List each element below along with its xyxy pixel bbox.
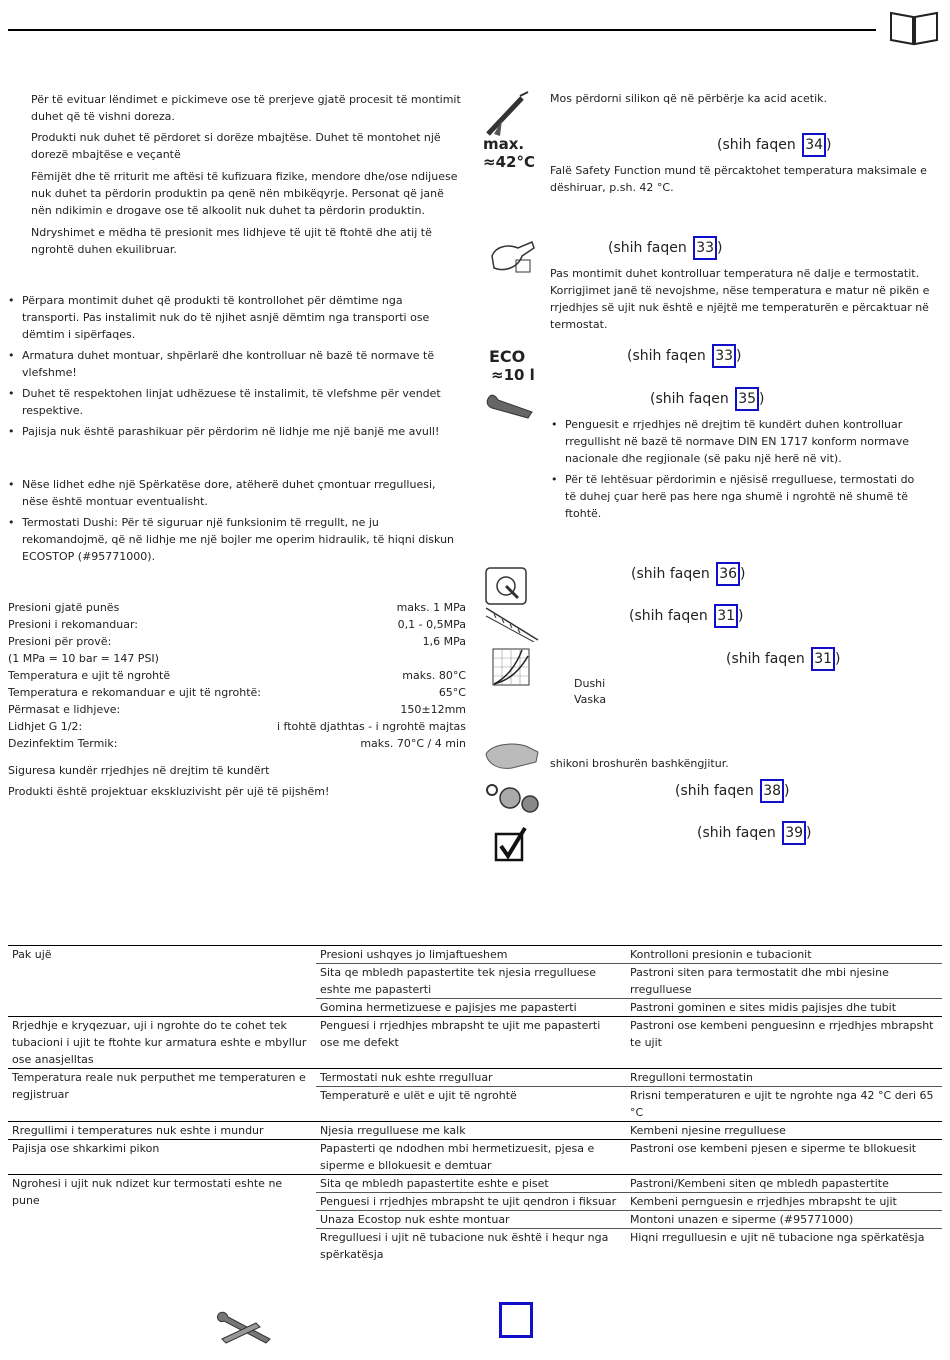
spec-label: Temperatura e rekomanduar e ujit të ngrohtë: <box>8 686 262 699</box>
page-ref: (shih faqen 33 ) <box>608 236 722 260</box>
dushi-label: Dushi <box>574 677 606 690</box>
problem-cell: Pak ujë <box>12 948 52 961</box>
notes-list <box>8 476 463 569</box>
spare-parts-icon <box>484 780 540 818</box>
fix-cell: Kembeni njesine rregulluese <box>626 1122 942 1140</box>
problem-cell: Rrjedhje e kryqezuar, uji i ngrohte do te cohet tek tubacioni i ujit te ftohte kur armatura eshte e mbyllur ose anasjelltas <box>8 1017 316 1069</box>
cause-cell: Penguesi i rrjedhjes mbrapsht te ujit qendron i fiksuar <box>316 1193 626 1211</box>
spec-label: Presioni i rekomanduar: <box>8 618 138 631</box>
cause-cell: Temperaturë e ulët e ujit të ngrohtë <box>316 1087 626 1122</box>
checkbox-check-icon <box>494 826 528 862</box>
page-ref: (shih faqen 31 ) <box>629 604 743 628</box>
cleaning-hand-icon <box>482 738 540 772</box>
spec-label: Përmasat e lidhjeve: <box>8 703 121 716</box>
safety-grip-text: Produkti nuk duhet të përdoret si dorëze mbajtëse. Duhet të montohet një dorezë mbajtëse e veçantë <box>31 131 441 161</box>
spec-value: maks. 1 MPa <box>396 601 466 614</box>
page-number-link[interactable]: 36 <box>716 562 740 586</box>
spec-label: Presioni gjatë punës <box>8 601 120 614</box>
list-item: • Pajisja nuk është parashikuar për përdorim në lidhje me një banjë me avull! <box>8 423 463 440</box>
max-label: max. <box>483 135 525 153</box>
potable-text: Produkti është projektuar ekskluzivisht për ujë të pijshëm! <box>8 785 330 798</box>
fix-cell: Pastroni/Kembeni siten qe mbledh papastertite <box>626 1175 942 1193</box>
adjust-text: Pas montimit duhet kontrolluar temperatura në dalje e termostatit. Korrigjimet janë të nevojshme, nëse temperatura e matur në pikën e rrjedhjes së ujit nuk është e njëjtë me temperaturën e përcaktuar në termostat. <box>550 267 930 331</box>
page-ref: (shih faqen 36 ) <box>631 562 745 586</box>
spec-value: maks. 80°C <box>402 669 466 682</box>
ref-prefix: (shih faqen <box>726 651 805 667</box>
list-item: • Për të lehtësuar përdorimin e njësisë rregulluese, termostati do të duhej çuar herë pas here nga shumë i ngrohtë në shumë të ftohtë. <box>551 471 927 522</box>
maintenance-list <box>551 416 927 526</box>
header-rule <box>8 29 876 31</box>
safety-children-text: Fëmijët dhe të rriturit me aftësi të kufizuara fizike, mendore dhe/ose ndijuese nuk duhet ta përdorin produktin pa qenë nën mbikëqyrje. Personat që janë nën ndikimin e drogave ose të alkoolit nuk duhet ta përdorin produktin. <box>31 170 458 217</box>
vaska-label: Vaska <box>574 693 607 706</box>
fix-cell: Kembeni pernguesin e rrjedhjes mbrapsht te ujit <box>626 1193 942 1211</box>
handle-turn-icon <box>484 566 528 606</box>
ref-prefix: (shih faqen <box>608 240 687 256</box>
problem-cell: Temperatura reale nuk perputhet me temperaturen e regjistruar <box>8 1069 316 1122</box>
list-item: • Termostati Dushi: Për të siguruar një funksionim të rregullt, ne ju rekomandojmë, që në lidhje me një bojler me operim hidraulik, të hiqni diskun ECOSTOP (#95771000). <box>8 514 463 565</box>
fix-cell: Rregulloni termostatin <box>626 1069 942 1087</box>
spec-label: (1 MPa = 10 bar = 147 PSI) <box>8 652 159 665</box>
page-number-link[interactable]: 31 <box>714 604 738 628</box>
spec-label: Lidhjet G 1/2: <box>8 720 83 733</box>
list-item: • Duhet të respektohen linjat udhëzuese të instalimit, të vlefshme për vendet respektive. <box>8 385 463 419</box>
page-number-link[interactable]: 33 <box>693 236 717 260</box>
problem-cell: Pajisja ose shkarkimi pikon <box>8 1140 316 1175</box>
fix-cell: Pastroni siten para termostatit dhe mbi njesine rregulluese <box>626 964 942 999</box>
cause-cell: Njesia rregulluese me kalk <box>316 1122 626 1140</box>
wrench-icon <box>484 392 540 420</box>
fix-cell: Pastroni gominen e sites midis pajisjes dhe tubit <box>626 999 942 1017</box>
troubleshooting-table <box>8 945 942 1263</box>
scale-ruler-icon <box>484 606 540 642</box>
fix-cell: Pastroni ose kembeni penguesinn e rrjedhjes mbrapsht te ujit <box>626 1017 942 1069</box>
list-item: • Armatura duhet montuar, shpërlarë dhe kontrolluar në bazë të normave të vlefshme! <box>8 347 463 381</box>
cause-cell: Termostati nuk eshte rregulluar <box>316 1069 626 1087</box>
page-number-link[interactable]: 38 <box>760 779 784 803</box>
ref-prefix: (shih faqen <box>650 391 729 407</box>
silicone-text: Mos përdorni silikon që në përbërje ka acid acetik. <box>550 92 828 105</box>
hand-thermometer-icon <box>488 236 536 276</box>
fix-cell: Montoni unazen e siperme (#95771000) <box>626 1211 942 1229</box>
list-item: • Penguesit e rrjedhjes në drejtim të kundërt duhen kontrolluar rregullisht në bazë të normave DIN EN 1717 konform normave nacionale dhe regjionale (së paku një herë në vit). <box>551 416 927 467</box>
spec-value: i ftohtë djathtas - i ngrohtë majtas <box>277 720 466 733</box>
brochure-text: shikoni broshurën bashkëngjitur. <box>550 757 729 770</box>
book-icon <box>889 9 939 46</box>
page-ref: (shih faqen 39 ) <box>697 821 811 845</box>
cause-cell: Unaza Ecostop nuk eshte montuar <box>316 1211 626 1229</box>
list-item: • Përpara montimit duhet që produkti të kontrollohet për dëmtime nga transporti. Pas instalimit nuk do të njihet asnjë dëmtim nga transporti ose dëmtim i sipërfaqes. <box>8 292 463 343</box>
page-number-link[interactable]: 31 <box>811 647 835 671</box>
page-number-box <box>499 1302 533 1338</box>
page-number-link[interactable]: 35 <box>735 387 759 411</box>
spec-value: 65°C <box>438 686 466 699</box>
backflow-text: Siguresa kundër rrjedhjes në drejtim të kundërt <box>8 764 270 777</box>
page-number-link[interactable]: 39 <box>782 821 806 845</box>
ref-prefix: (shih faqen <box>697 825 776 841</box>
eco-label: ECO <box>489 347 526 366</box>
spec-value: 0,1 - 0,5MPa <box>397 618 466 631</box>
spec-label: Presioni për provë: <box>8 635 112 648</box>
page-ref: (shih faqen 31 ) <box>726 647 840 671</box>
spec-value: 150±12mm <box>400 703 466 716</box>
list-item: • Nëse lidhet edhe një Spërkatëse dore, atëherë duhet çmontuar rregulluesi, nëse është montuar eventualisht. <box>8 476 463 510</box>
fix-cell: Hiqni rregulluesin e ujit në tubacione nga spërkatësja <box>626 1229 942 1264</box>
spec-label: Dezinfektim Termik: <box>8 737 118 750</box>
tools-icon <box>216 1309 274 1347</box>
ref-prefix: (shih faqen <box>675 783 754 799</box>
spec-label: Temperatura e ujit të ngrohtë <box>8 669 171 682</box>
cause-cell: Papasterti qe ndodhen mbi hermetizuesit, pjesa e siperme e bllokuesit e demtuar <box>316 1140 626 1175</box>
page-number-link[interactable]: 34 <box>802 133 826 157</box>
ref-prefix: (shih faqen <box>631 566 710 582</box>
ref-prefix: (shih faqen <box>629 608 708 624</box>
spec-value: 1,6 MPa <box>422 635 466 648</box>
safety-gloves-text: Për të evituar lëndimet e pickimeve ose të prerjeve gjatë procesit të montimit duhet që të vishni doreza. <box>31 93 461 123</box>
problem-cell: Rregullimi i temperatures nuk eshte i mundur <box>8 1122 316 1140</box>
fix-cell: Pastroni ose kembeni pjesen e siperme te bllokuesit <box>626 1140 942 1175</box>
fix-cell: Rrisni temperaturen e ujit te ngrohte nga 42 °C deri 65 °C <box>626 1087 942 1122</box>
install-notes-list <box>8 292 463 444</box>
eco-value: ≈10 l <box>491 366 535 384</box>
cause-cell: Rregulluesi i ujit në tubacione nuk është i hequr nga spërkatësja <box>316 1229 626 1264</box>
fix-cell: Kontrolloni presionin e tubacionit <box>626 946 942 964</box>
cause-cell: Gomina hermetizuese e pajisjes me papasterti <box>316 999 626 1017</box>
cause-cell: Presioni ushqyes jo limjaftueshem <box>316 946 626 964</box>
ref-prefix: (shih faqen <box>717 137 796 153</box>
max-temp: ≈42°C <box>483 153 535 171</box>
cause-cell: Penguesi i rrjedhjes mbrapsht te ujit me papasterti ose me defekt <box>316 1017 626 1069</box>
safety-function-text: Falë Safety Function mund të përcaktohet temperatura maksimale e dëshiruar, p.sh. 42 °C. <box>550 164 927 194</box>
silicone-gun-icon <box>484 90 530 138</box>
cause-cell: Sita qe mbledh papastertite tek njesia rregulluese eshte me papasterti <box>316 964 626 999</box>
page-ref: (shih faqen 34 ) <box>717 133 831 157</box>
page-ref: (shih faqen 35 ) <box>650 387 764 411</box>
flow-diagram-icon <box>492 648 530 686</box>
page-number-link[interactable]: 33 <box>712 344 736 368</box>
page-ref: (shih faqen 38 ) <box>675 779 789 803</box>
problem-cell: Ngrohesi i ujit nuk ndizet kur termostati eshte ne pune <box>8 1175 316 1264</box>
cause-cell: Sita qe mbledh papastertite eshte e piset <box>316 1175 626 1193</box>
safety-pressure-text: Ndryshimet e mëdha të presionit mes lidhjeve të ujit të ftohtë dhe atij të ngrohtë duhen ekuilibruar. <box>31 226 432 256</box>
spec-value: maks. 70°C / 4 min <box>360 737 466 750</box>
page-ref: (shih faqen 33 ) <box>627 344 741 368</box>
ref-prefix: (shih faqen <box>627 348 706 364</box>
